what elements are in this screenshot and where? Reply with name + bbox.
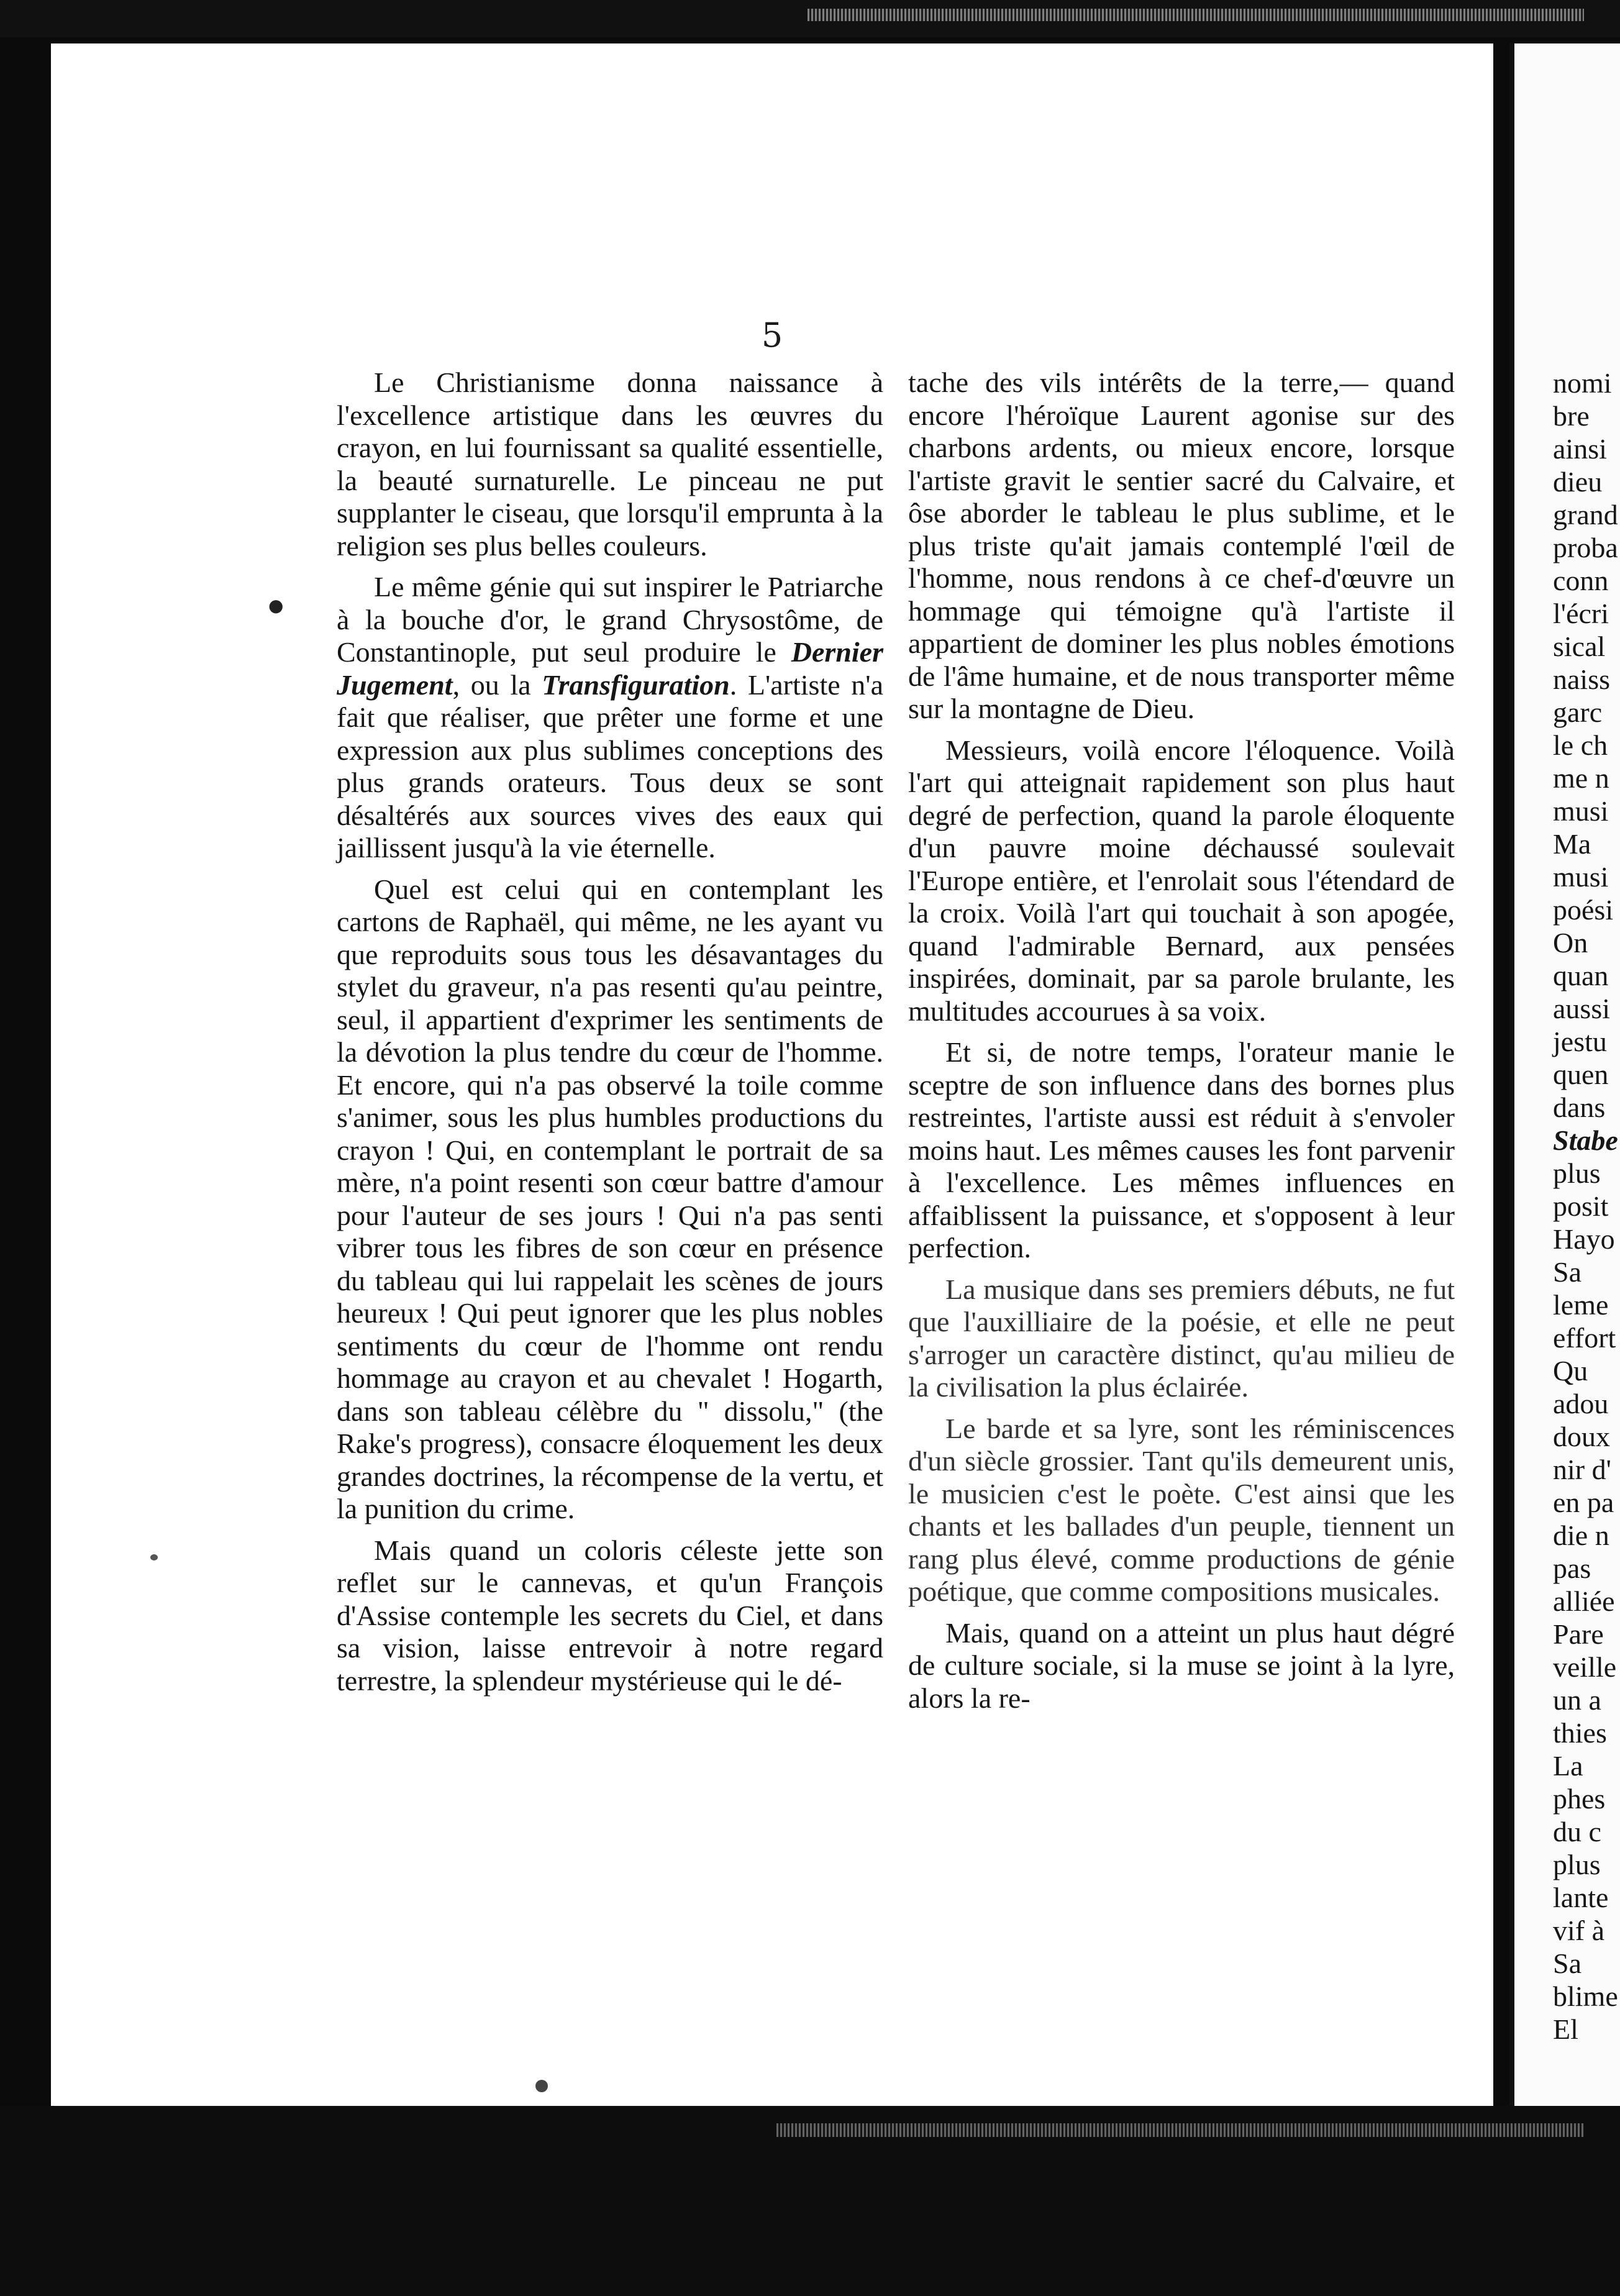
edge-line: vif à [1553,1915,1605,1946]
edge-line: pas [1553,1552,1591,1584]
edge-line: plus [1553,1849,1601,1880]
edge-line: Pare [1553,1618,1604,1650]
scan-bottom-border [0,2106,1620,2296]
text-run: , ou la [452,668,531,701]
adjacent-page-edge [1509,43,1620,2106]
text-run: . L'artiste n'a fait que réaliser, que prêter une forme et une expression aux plus sublimes conceptions des plus grands orateurs. Tous deux se sont désaltérés aux sources vives des eaux qui jaillissent jusqu'à la vie éternelle. [337,668,884,863]
edge-line: grand [1553,499,1618,531]
edge-line: me n [1553,762,1609,794]
paragraph-tache-continued: tache des vils intérêts de la terre,— quand encore l'héroïque Laurent agonise sur des charbons ardents, ou mieux encore, lorsque l'artiste gravit le sentier sacré du Calvaire, et ôse aborder le tableau le plus sublime, et le plus triste qu'ait jamais contemplé l'œil de l'homme, nous rendons à ce chef-d'œuvre un hommage qui témoigne qu'à l'artiste il appartient de dominer les plus nobles émotions de l'âme humaine, et de nous transporter même sur la montagne de Dieu. [908,367,1455,724]
edge-line: doux [1553,1421,1610,1452]
edge-line: thies [1553,1717,1607,1749]
edge-line: bre [1553,400,1590,432]
edge-line: blime [1553,1980,1618,2012]
edge-line: veille [1553,1651,1617,1683]
edge-line: le ch [1553,729,1608,761]
edge-line: leme [1553,1289,1609,1321]
edge-line: Stabe [1553,1124,1618,1156]
edge-line: proba [1553,532,1618,563]
edge-line: un a [1553,1684,1601,1716]
edge-line: jestu [1553,1026,1607,1057]
edge-line: Qu [1553,1355,1588,1387]
edge-line: Hayo [1553,1223,1615,1255]
scan-speck [150,1554,158,1560]
scan-ruler-marks [776,2123,1584,2137]
edge-line: plus [1553,1157,1601,1189]
edge-line: effort [1553,1322,1616,1354]
edge-line: lante [1553,1882,1609,1913]
edge-line: Sa [1553,1256,1581,1288]
scan-top-border [0,0,1620,37]
edge-line: poési [1553,894,1614,926]
text-run: Le même génie qui sut inspirer le Patriarche à la bouche d'or, le grand Chrysostôme, de Constantinople, put seul produire le [337,571,883,668]
edge-line: El [1553,2013,1578,2045]
edge-line: ainsi [1553,433,1607,465]
paragraph-messieurs: Messieurs, voilà encore l'éloquence. Voilà l'art qui atteignait rapidement son plus haut degré de perfection, quand la parole éloquente d'un pauvre moine déchaussé soulevait l'Europe entière, et l'enrolait sous l'étendard de la croix. Voilà l'art qui touchait à son apogée, quand l'admirable Bernard, aux pensées inspirées, dominait, par sa parole brulante, les multitudes accourues à sa voix. [908,734,1455,1027]
edge-line: On [1553,927,1588,959]
paragraph-la-musique: La musique dans ses premiers débuts, ne fut que l'auxilliaire de la poésie, et elle ne peut s'arroger un caractère distinct, qu'au milieu de la civilisation la plus éclairée. [908,1273,1455,1403]
scan-speck [535,2080,548,2092]
edge-line: phes [1553,1783,1606,1815]
edge-line: du c [1553,1816,1601,1847]
edge-line: naiss [1553,663,1610,695]
italic-title-transfiguration: Transfiguration [542,668,730,701]
edge-line: nomi [1553,367,1612,399]
text-column-left [337,367,883,1706]
edge-line: sical [1553,631,1606,662]
page-gutter [1509,43,1514,2106]
edge-line: nir d' [1553,1454,1611,1485]
paragraph-christianisme: Le Christianisme donna naissance à l'excellence artistique dans les œuvres du crayon, en lui fournissant sa qualité essentielle, la beauté surnaturelle. Le pinceau ne put supplanter le ciseau, que lorsqu'il emprunta à la religion ses plus belles couleurs. [337,367,883,562]
edge-line: aussi [1553,993,1610,1024]
edge-line: Sa [1553,1948,1581,1979]
edge-line: dans [1553,1091,1606,1123]
paragraph-mais-quand-culture: Mais, quand on a atteint un plus haut dégré de culture sociale, si la muse se joint à la lyre, alors la re- [908,1616,1455,1714]
edge-line: quen [1553,1059,1609,1090]
paragraph-meme-genie [337,571,883,865]
book-page [51,43,1493,2106]
italic-title-dernier-jugement: Dernier Jugement [337,636,884,701]
edge-line: conn [1553,565,1609,596]
edge-line: garc [1553,696,1603,728]
edge-line: dieu [1553,466,1603,498]
edge-line: posit [1553,1190,1609,1222]
paragraph-le-barde: Le barde et sa lyre, sont les réminiscences d'un siècle grossier. Tant qu'ils demeurent unis, le musicien c'est le poète. C'est ainsi que les chants et les ballades d'un peuple, tiennent un rang plus élevé, comme productions de génie poétique, que comme compositions musicales. [908,1412,1455,1607]
edge-line: Ma [1553,828,1591,860]
text-column-right [908,367,1455,1723]
scan-ruler-marks [808,9,1584,21]
edge-line: musi [1553,795,1609,827]
edge-line: quan [1553,960,1609,991]
paragraph-mais-quand: Mais quand un coloris céleste jette son reflet sur le cannevas, et qu'un François d'Assise contemple les secrets du Ciel, et dans sa vision, laisse entrevoir à notre regard terrestre, la splendeur mystérieuse qui le dé- [337,1534,883,1697]
edge-line: alliée [1553,1585,1615,1617]
edge-line: l'écri [1553,598,1609,629]
paragraph-et-si: Et si, de notre temps, l'orateur manie le sceptre de son influence dans des bornes plus restreintes, l'artiste aussi est réduit à s'envoler moins haut. Les mêmes causes les font parvenir à l'excellence. Les mêmes influences en affaiblissent la puissance, et s'opposent à leur perfection. [908,1036,1455,1264]
page-number: 5 [761,316,783,355]
edge-line: La [1553,1750,1583,1782]
edge-line: en pa [1553,1487,1614,1518]
paragraph-quel-est-celui: Quel est celui qui en contemplant les cartons de Raphaël, qui même, ne les ayant vu que reproduits sous tous les désavantages du stylet du graveur, n'a pas resenti qu'au peintre, seul, il appartient d'exprimer les sentiments de la dévotion la plus tendre du cœur de l'homme. Et encore, qui n'a pas observé la toile comme s'animer, sous les plus humbles productions du crayon ! Qui, en contemplant le portrait de sa mère, n'a point resenti son cœur battre d'amour pour l'auteur de ses jours ! Qui n'a pas senti vibrer tous les fibres de son cœur en présence du tableau qui lui rappelait les scènes de jours heureux ! Qui peut ignorer que les plus nobles sentiments du cœur de l'homme ont rendu hommage au crayon et au chevalet ! Hogarth, dans son tableau célèbre du " dissolu," (the Rake's progress), consacre éloquement les deux grandes doctrines, la récompense de la vertu, et la punition du crime. [337,873,883,1524]
edge-line: musi [1553,861,1609,893]
edge-line: adou [1553,1388,1609,1419]
margin-dot: ● [268,595,284,616]
adjacent-page-text [1553,367,1620,2046]
edge-line: die n [1553,1519,1609,1551]
